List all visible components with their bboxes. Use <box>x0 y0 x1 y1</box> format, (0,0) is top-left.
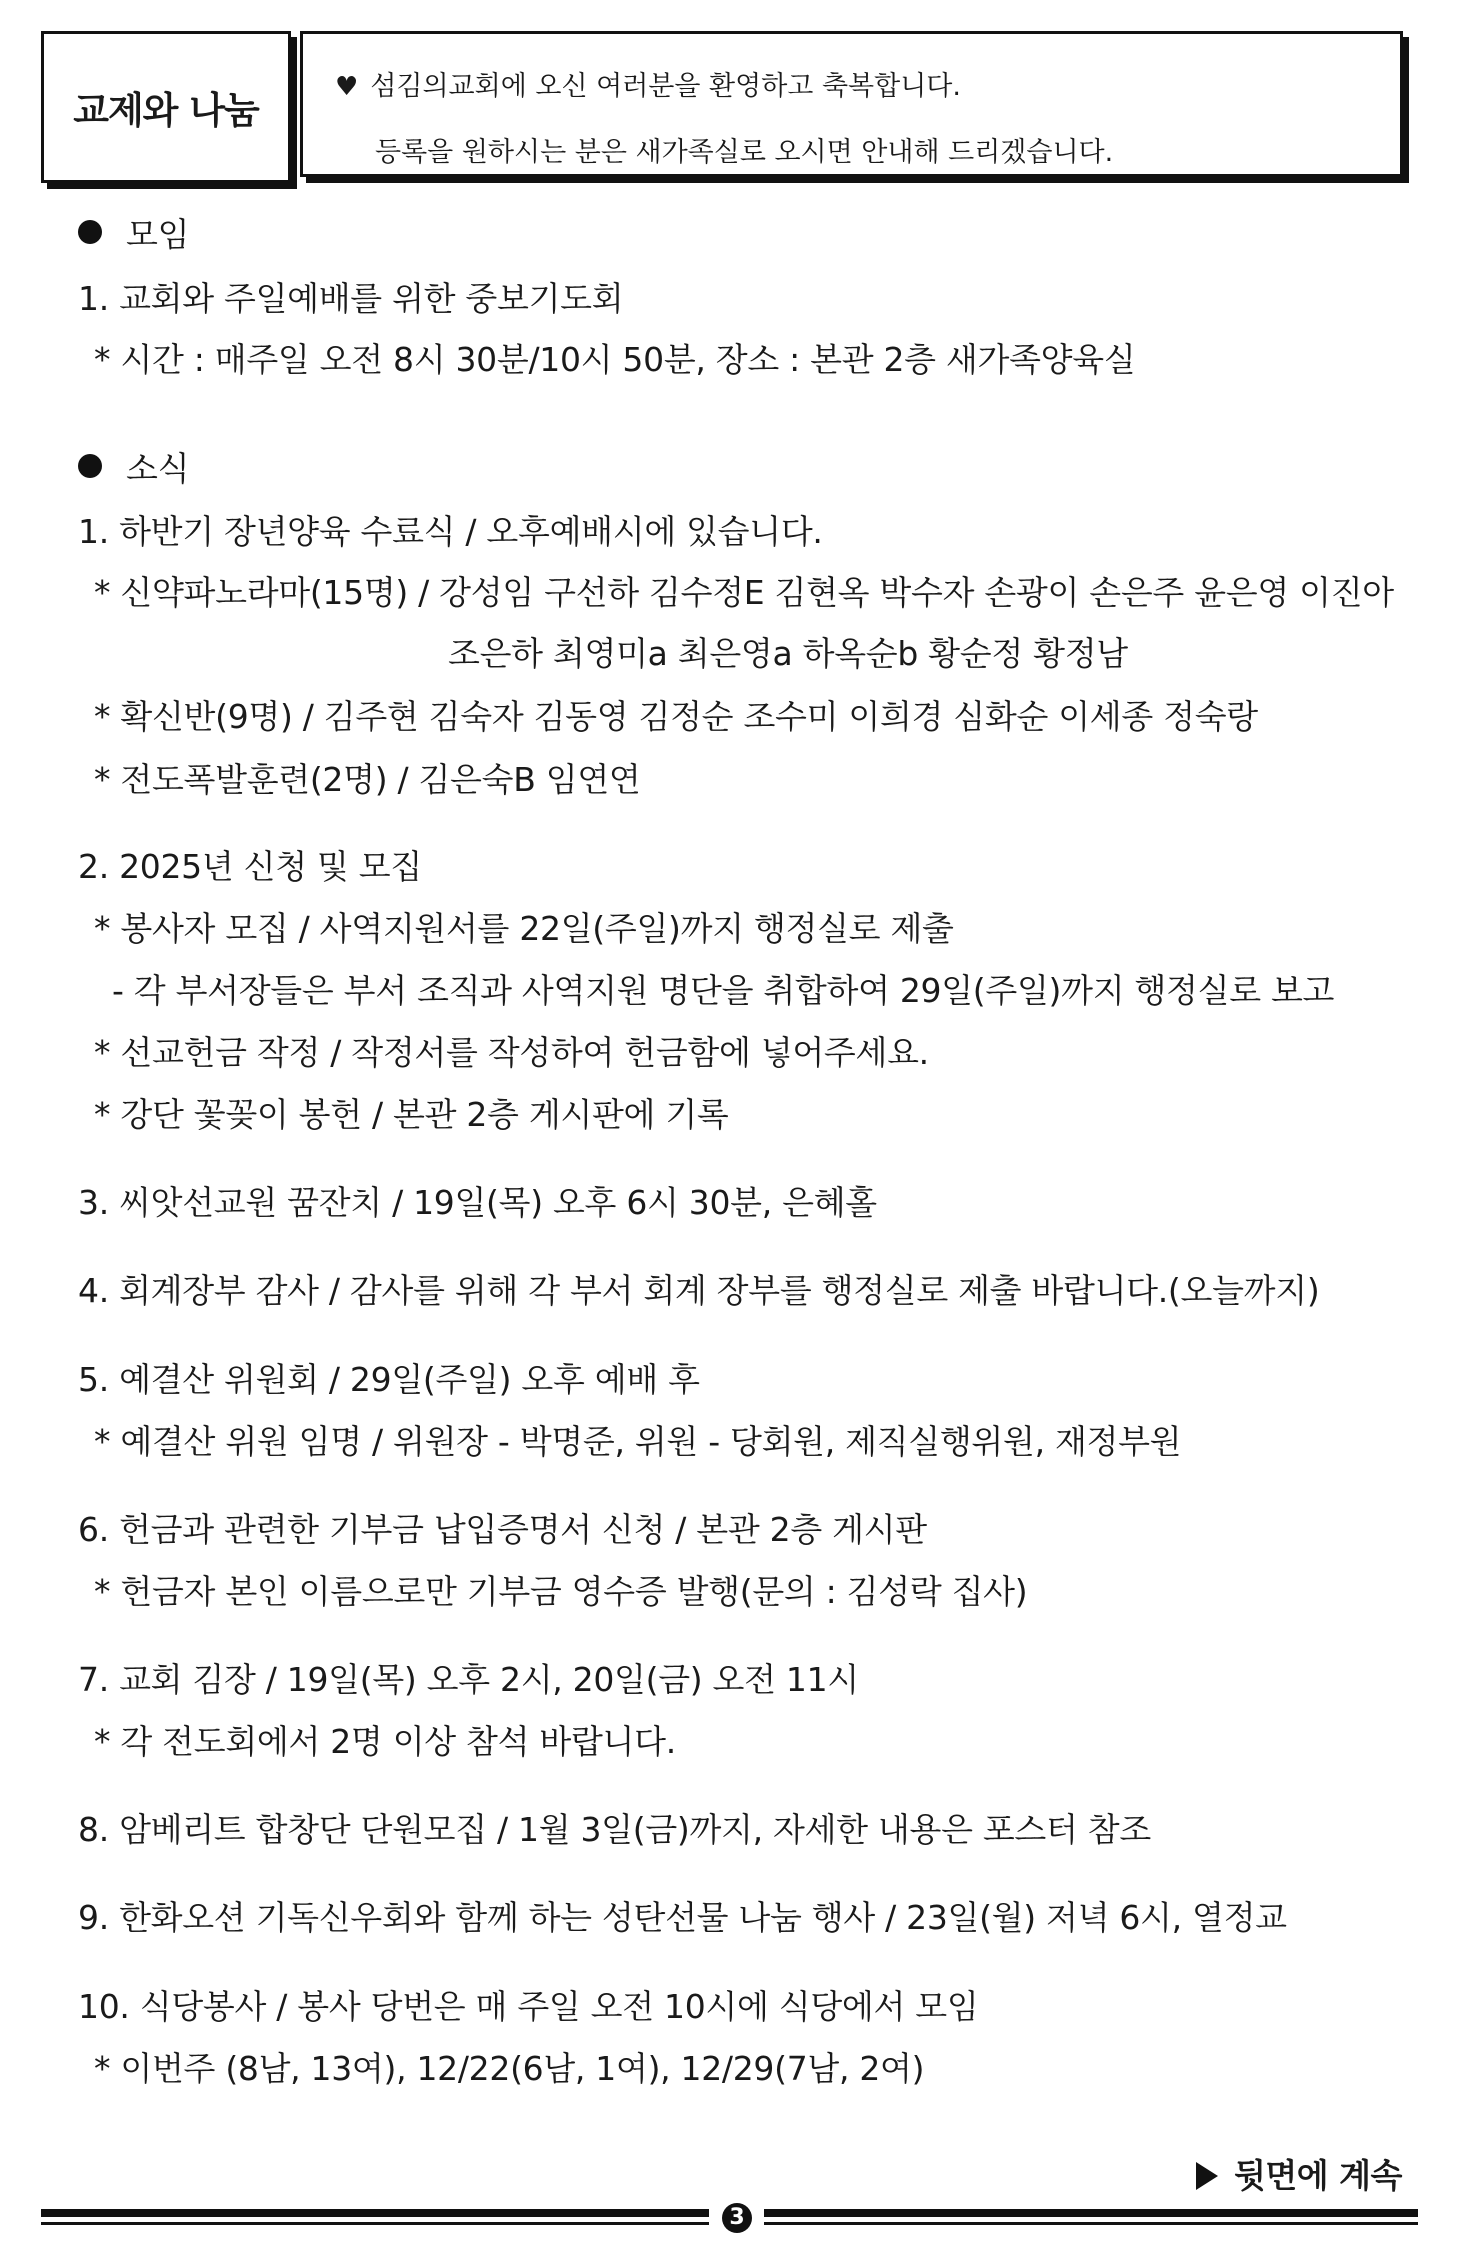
news-item-6: 6. 헌금과 관련한 기부금 납입증명서 신청 / 본관 2층 게시판 <box>78 1510 927 1549</box>
news-item-9: 9. 한화오션 기독신우회와 함께 하는 성탄선물 나눔 행사 / 23일(월) 저녁 6시, 열정교 <box>78 1898 1287 1937</box>
bullet-icon <box>78 220 102 244</box>
news-item-1-b: * 확신반(9명) / 김주현 김숙자 김동영 김정순 조수미 이희경 심화순 이세종 정숙랑 <box>94 697 1258 736</box>
news-item-1-a-continued: 조은하 최영미a 최은영a 하옥순b 황순정 황정남 <box>448 634 1128 673</box>
news-heading <box>78 449 190 488</box>
news-item-5: 5. 예결산 위원회 / 29일(주일) 오후 예배 후 <box>78 1360 700 1399</box>
news-item-2: 2. 2025년 신청 및 모집 <box>78 847 422 886</box>
welcome-text-1: 섬김의교회에 오신 여러분을 환영하고 축복합니다. <box>370 71 961 102</box>
meeting-heading-text: 모임 <box>126 215 190 254</box>
news-item-2-a-note: - 각 부서장들은 부서 조직과 사역지원 명단을 취합하여 29일(주일)까지 행정실로 보고 <box>112 971 1335 1010</box>
news-item-8: 8. 암베리트 합창단 단원모집 / 1월 3일(금)까지, 자세한 내용은 포스터 참조 <box>78 1810 1151 1849</box>
news-item-2-b: * 선교헌금 작정 / 작정서를 작성하여 헌금함에 넣어주세요. <box>94 1033 929 1072</box>
news-item-7-a: * 각 전도회에서 2명 이상 참석 바랍니다. <box>94 1722 676 1761</box>
welcome-box <box>300 31 1403 177</box>
bullet-icon <box>78 454 102 478</box>
news-item-2-a: * 봉사자 모집 / 사역지원서를 22일(주일)까지 행정실로 제출 <box>94 909 954 948</box>
meeting-item-1-detail: * 시간 : 매주일 오전 8시 30분/10시 50분, 장소 : 본관 2층 새가족양육실 <box>94 340 1136 379</box>
news-heading-text: 소식 <box>126 449 190 488</box>
play-triangle-icon <box>1196 2162 1218 2190</box>
meeting-heading <box>78 215 190 254</box>
continue-on-back <box>1196 2150 1402 2197</box>
welcome-line-2: 등록을 원하시는 분은 새가족실로 오시면 안내해 드리겠습니다. <box>375 137 1114 168</box>
news-item-6-a: * 헌금자 본인 이름으로만 기부금 영수증 발행(문의 : 김성락 집사) <box>94 1572 1028 1611</box>
section-title-box <box>41 31 291 183</box>
page-number: 3 <box>722 2203 752 2233</box>
heart-icon: ♥ <box>335 72 359 102</box>
welcome-line-1 <box>335 64 961 103</box>
news-item-5-a: * 예결산 위원 임명 / 위원장 - 박명준, 위원 - 당회원, 제직실행위원, 재정부원 <box>94 1422 1182 1461</box>
continue-label: 뒷면에 계속 <box>1234 2156 1402 2195</box>
meeting-item-1: 1. 교회와 주일예배를 위한 중보기도회 <box>78 279 624 318</box>
news-item-10: 10. 식당봉사 / 봉사 당번은 매 주일 오전 10시에 식당에서 모임 <box>78 1987 979 2026</box>
news-item-1: 1. 하반기 장년양육 수료식 / 오후예배시에 있습니다. <box>78 512 823 551</box>
news-item-1-c: * 전도폭발훈련(2명) / 김은숙B 임연연 <box>94 760 641 799</box>
news-item-4: 4. 회계장부 감사 / 감사를 위해 각 부서 회계 장부를 행정실로 제출 바랍니다.(오늘까지) <box>78 1271 1320 1310</box>
section-title: 교제와 나눔 <box>73 89 259 132</box>
news-item-10-a: * 이번주 (8남, 13여), 12/22(6남, 1여), 12/29(7남, 2여) <box>94 2049 925 2088</box>
news-item-3: 3. 씨앗선교원 꿈잔치 / 19일(목) 오후 6시 30분, 은혜홀 <box>78 1183 877 1222</box>
news-item-2-c: * 강단 꽃꽂이 봉헌 / 본관 2층 게시판에 기록 <box>94 1095 729 1134</box>
news-item-7: 7. 교회 김장 / 19일(목) 오후 2시, 20일(금) 오전 11시 <box>78 1660 859 1699</box>
footer-rule-right <box>764 2209 1418 2229</box>
news-item-1-a: * 신약파노라마(15명) / 강성임 구선하 김수정E 김현옥 박수자 손광이 손은주 윤은영 이진아 <box>94 573 1394 612</box>
footer-rule-left <box>41 2209 709 2229</box>
